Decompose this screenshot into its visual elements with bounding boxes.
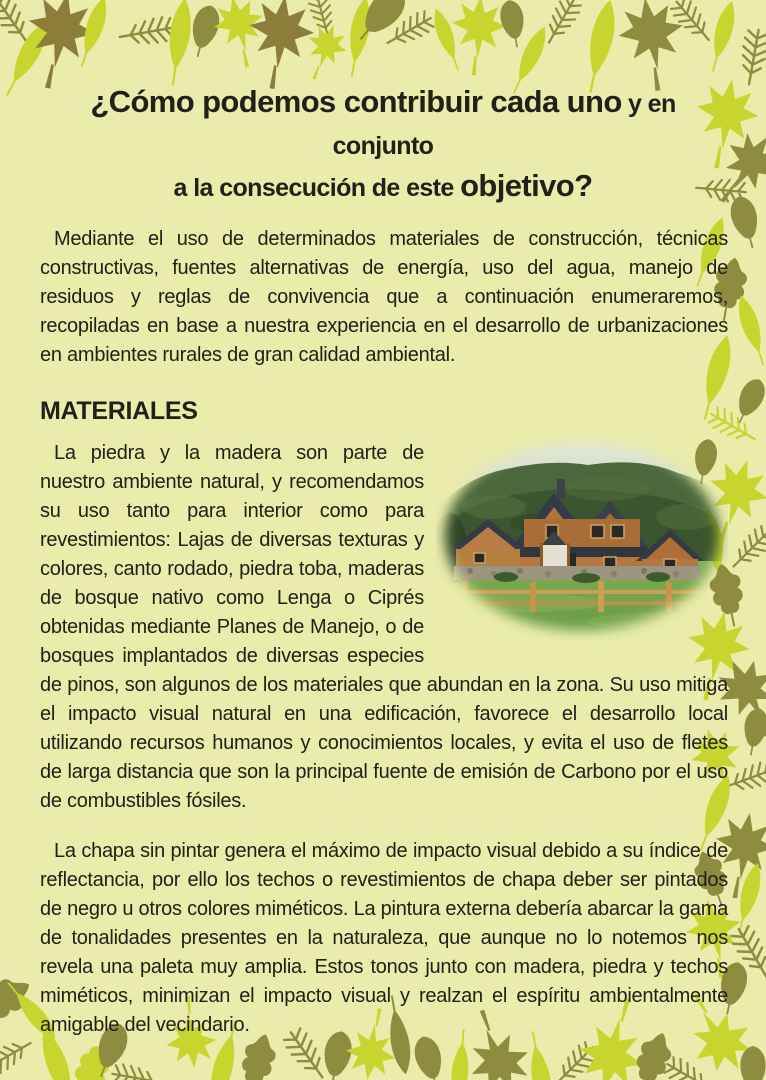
title-line1-large: ¿Cómo podemos contribuir cada uno <box>90 84 622 119</box>
house-photo-illustration <box>436 435 728 641</box>
materials-paragraph-2: La chapa sin pintar genera el máximo de impacto visual debido a su índice de reflectancia, por ello los techos o revestimientos de chapa deber ser pintados de negro u otros colores miméticos. La pintura externa debería abarcar la gama de tonalidades presentes en la naturaleza, que aunque no lo notemos nos revela una paleta muy amplia. Estos tonos junto con madera, piedra y techos miméticos, minimizan el impacto visual y realzan el espíritu ambientalmente amigable del vecindario. <box>40 840 728 1036</box>
title-line1-small: y en conjunto <box>332 90 676 160</box>
intro-paragraph: Mediante el uso de determinados materiales de construcción, técnicas constructivas, fuentes alternativas de energía, uso del agua, manejo de residuos y reglas de convivencia que a continuación enumeraremos, recopiladas en base a nuestra experiencia en el desarrollo de urbanizaciones en ambientes rurales de gran calidad ambiental. <box>40 228 728 366</box>
title-line2-small: a la consecución de este <box>173 174 461 202</box>
page-title <box>40 82 726 208</box>
title-line2-large: objetivo? <box>460 168 593 203</box>
page-content <box>0 82 766 1040</box>
section-heading-materiales: MATERIALES <box>40 397 198 425</box>
materials-section <box>40 439 728 1040</box>
materials-paragraph-1: La piedra y la madera son parte de nuestro ambiente natural, y recomendamos su uso tanto para interior como para revestimientos: Lajas de diversas texturas y colores, canto rodado, piedra toba, maderas de bosque nativo como Lenga o Ciprés obtenidas mediante Planes de Manejo, o de bosques implantados de diversas especies de pinos, son algunos de los materiales que abundan en la zona. Su uso mitiga el impacto visual natural en una edificación, favorece el desarrollo local utilizando recursos humanos y conocimientos locales, y evita el uso de fletes de larga distancia que son la principal fuente de emisión de Carbono por el uso de combustibles fósiles. <box>40 442 728 812</box>
house-photo <box>436 435 728 641</box>
